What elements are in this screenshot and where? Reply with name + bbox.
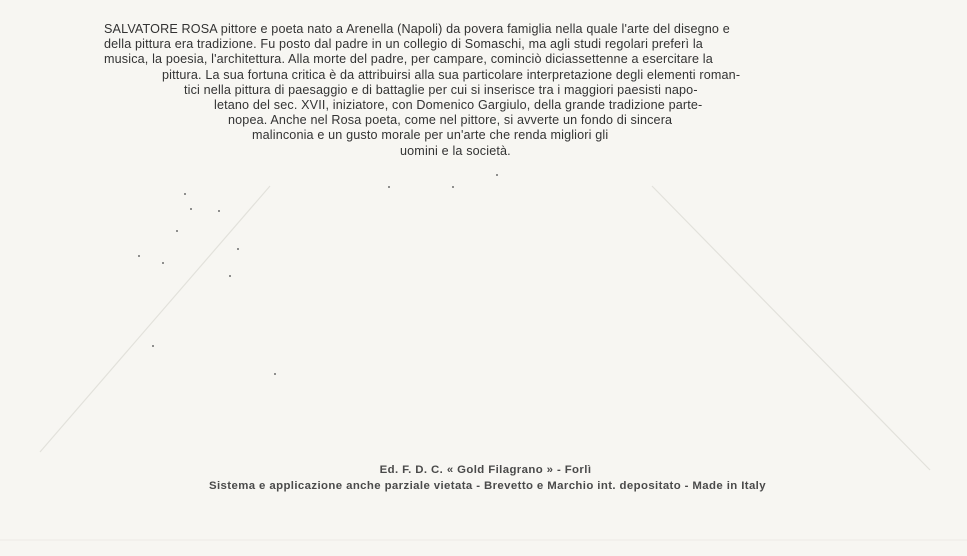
paper-speck [152, 345, 154, 347]
biography-line: SALVATORE ROSA pittore e poeta nato a Arenella (Napoli) da povera famiglia nella quale l'arte del disegno e [104, 22, 730, 36]
paper-speck [229, 275, 231, 277]
paper-speck [176, 230, 178, 232]
publisher-name: Ed. F. D. C. « Gold Filagrano » - Forlì [379, 464, 592, 476]
biography-line: pittura. La sua fortuna critica è da attribuirsi alla sua particolare interpretazione degli elementi roman- [162, 67, 741, 82]
biography-line: malinconia e un gusto morale per un'arte che renda migliori gli [252, 128, 609, 143]
paper-speck [274, 373, 276, 375]
biography-line: uomini e la società. [400, 143, 511, 158]
paper-speck [184, 193, 186, 195]
biography-line: nopea. Anche nel Rosa poeta, come nel pittore, si avverte un fondo di sincera [228, 113, 673, 128]
biography-line: letano del sec. XVII, iniziatore, con Domenico Gargiulo, della grande tradizione parte- [214, 98, 703, 113]
paper-speck [452, 186, 454, 188]
publisher-imprint [0, 462, 967, 494]
paper-speck [218, 210, 220, 212]
paper-speck [190, 208, 192, 210]
paper-speck [388, 186, 390, 188]
paper-speck [237, 248, 239, 250]
flap-line-right [652, 186, 930, 470]
biography-line: tici nella pittura di paesaggio e di battaglie per cui si inserisce tra i maggiori paesisti napo- [184, 82, 698, 97]
biography-line: musica, la poesia, l'architettura. Alla morte del padre, per campare, cominciò diciassettenne a esercitare la [104, 52, 713, 67]
paper-speck [138, 255, 140, 257]
paper-speck [162, 262, 164, 264]
flap-line-left [40, 186, 270, 452]
paper-speck [496, 174, 498, 176]
biography-line: della pittura era tradizione. Fu posto dal padre in un collegio di Somaschi, ma agli studi regolari preferì la [104, 37, 703, 52]
biography-text [104, 22, 864, 159]
patent-notice: Sistema e applicazione anche parziale vietata - Brevetto e Marchio int. depositato - Made in Italy [209, 480, 766, 492]
